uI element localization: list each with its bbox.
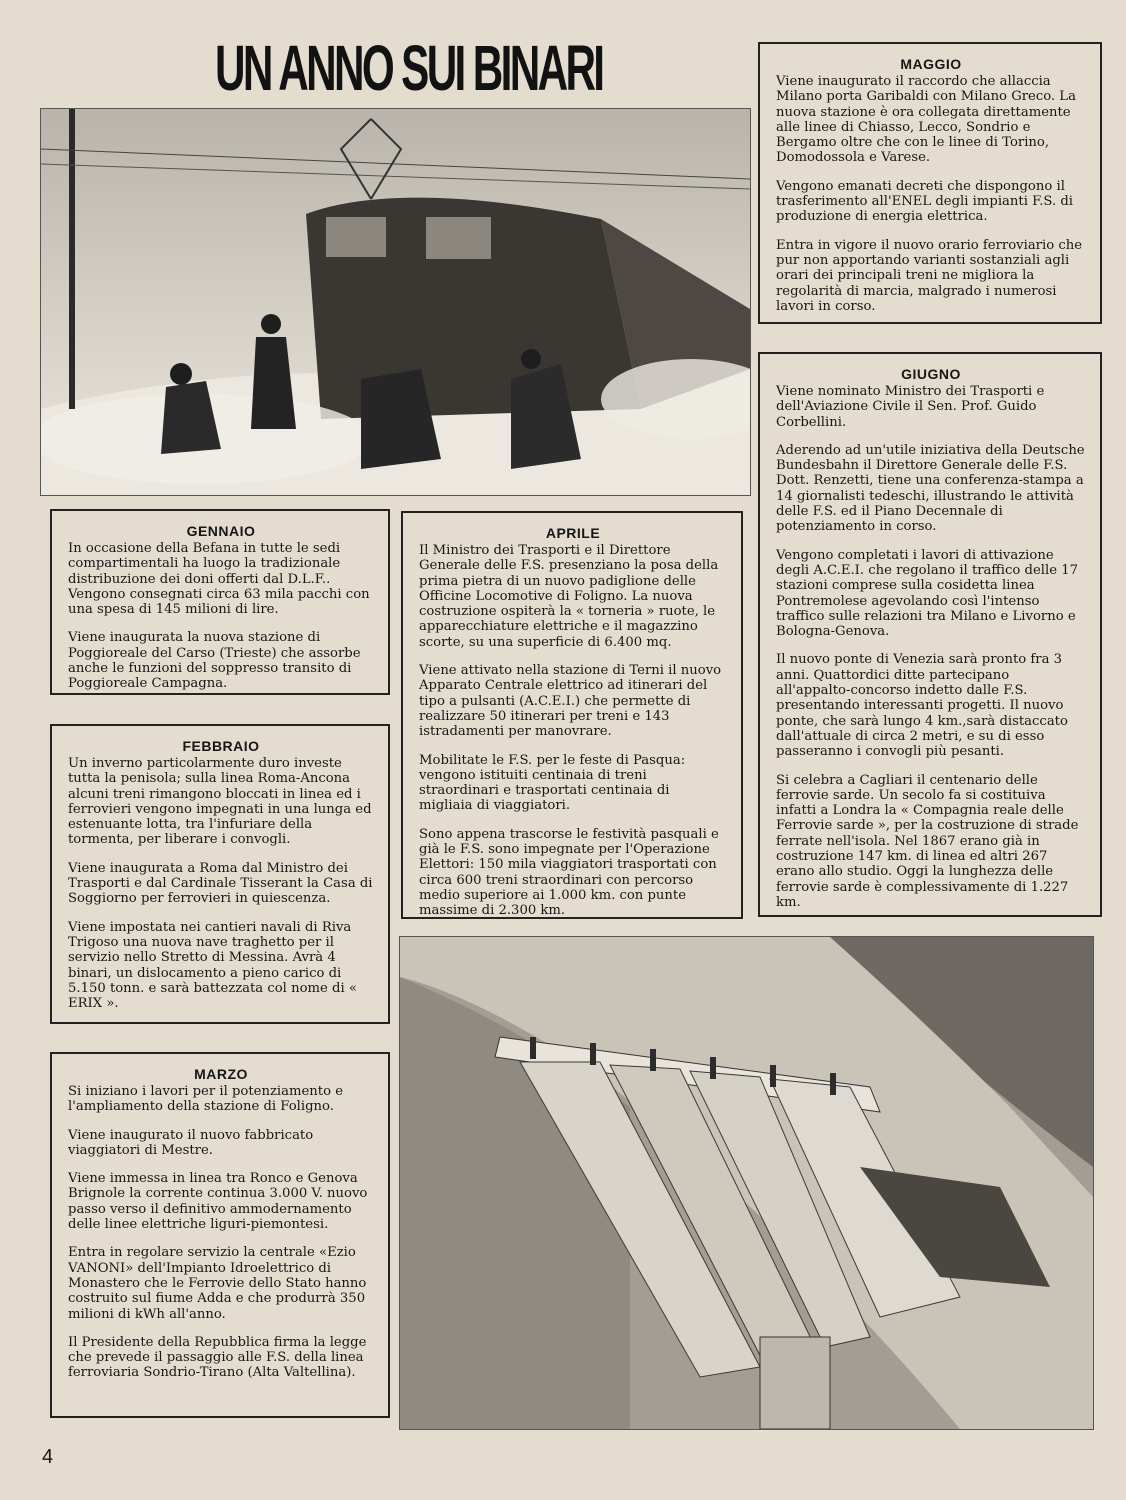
giugno-paragraph: Aderendo ad un'utile iniziativa della Deutsche Bundesbahn il Direttore Generale delle F.S. Dott. Renzetti, tiene una conferenza-stampa a 14 giornalisti tedeschi, illustrando le attività delle F.S. ed il Piano Decennale di potenziamento in corso. — [776, 442, 1085, 535]
marzo-paragraph: Viene immessa in linea tra Ronco e Genova Brignole la corrente continua 3.000 V. nuovo passo verso il definitivo ammodernamento delle linee elettriche liguri-piemontesi. — [68, 1171, 368, 1233]
month-box-aprile — [401, 511, 743, 919]
giugno-paragraph: Si celebra a Cagliari il centenario delle ferrovie sarde. Un secolo fa si costituiva infatti a Londra la « Compagnia reale delle Ferrovie sarde », per la costruzione di strade ferrate nell'isola. Nel 1867 erano già in costruzione 147 km. di linea ed altri 267 erano allo studio. Oggi la lunghezza delle ferrovie sarde è complessivamente di 1.227 km. — [776, 772, 1079, 910]
month-title-giugno: GIUGNO — [901, 366, 961, 382]
page-number: 4 — [42, 1446, 54, 1468]
aprile-paragraph: Viene attivato nella stazione di Terni il nuovo Apparato Centrale elettrico ad itinerari del tipo a pulsanti (A.C.E.I.) che permette di realizzare 50 itinerari per treni e 143 istradamenti per manovrare. — [419, 663, 722, 740]
month-title-gennaio: GENNAIO — [186, 523, 256, 539]
maggio-paragraph: Viene inaugurato il raccordo che allaccia Milano porta Garibaldi con Milano Greco. La nuova stazione è ora collegata direttamente alle linee di Chiasso, Lecco, Sondrio e Bergamo oltre che con le linee di Torino, Domodossola e Varese. — [776, 74, 1076, 166]
marzo-paragraph: Viene inaugurato il nuovo fabbricato viaggiatori di Mestre. — [68, 1127, 314, 1158]
month-box-giugno — [758, 352, 1102, 917]
month-title-aprile: APRILE — [545, 525, 601, 541]
giugno-paragraph: Viene nominato Ministro dei Trasporti e dell'Aviazione Civile il Sen. Prof. Guido Corbellini. — [776, 384, 1045, 430]
febbraio-paragraph: Un inverno particolarmente duro investe tutta la penisola; sulla linea Roma-Ancona alcuni treni rimangono bloccati in linea ed i ferrovieri vengono impegnati in una lunga ed estenuante lotta, tra l'infuriare della tormenta, per liberare i convogli. — [68, 756, 372, 848]
month-title-febbraio: FEBBRAIO — [182, 738, 260, 754]
aprile-paragraph: Mobilitate le F.S. per le feste di Pasqua: vengono istituiti centinaia di treni straordinari e trasportati centinaia di migliaia di viaggiatori. — [419, 752, 686, 814]
locomotive-snow-photo — [40, 108, 751, 496]
month-box-marzo — [50, 1052, 390, 1418]
month-box-maggio — [758, 42, 1102, 324]
gennaio-paragraph: Viene inaugurata la nuova stazione di Poggioreale del Carso (Trieste) che assorbe anche le funzioni del soppresso transito di Poggioreale Campagna. — [68, 630, 361, 692]
marzo-paragraph: Il Presidente della Repubblica firma la legge che prevede il passaggio alle F.S. della linea ferroviaria Sondrio-Tirano (Alta Valtellina). — [68, 1334, 367, 1381]
month-title-maggio: MAGGIO — [900, 56, 962, 72]
giugno-paragraph: Vengono completati i lavori di attivazione degli A.C.E.I. che regolano il traffico delle 17 stazioni comprese sulla cosidetta linea Pontremolese agevolando così l'intenso traffico sulle relazioni tra Milano e Livorno e Bologna-Genova. — [776, 547, 1078, 640]
marzo-paragraph: Entra in regolare servizio la centrale «Ezio VANONI» dell'Impianto Idroelettrico di Monastero che le Ferrovie dello Stato hanno costruito sul fiume Adda e che produrrà 350 milioni di kWh all'anno. — [68, 1245, 367, 1322]
month-title-marzo: MARZO — [194, 1066, 248, 1082]
giugno-paragraph: Il nuovo ponte di Venezia sarà pronto fra 3 anni. Quattordici ditte partecipano all'appalto-concorso indetto dalle F.S. presentando interessanti progetti. Il nuovo ponte, che sarà lungo 4 km.,sarà distaccato dall'attuale di circa 2 metri, e su di esso passeranno i convogli più pesanti. — [776, 652, 1068, 760]
febbraio-paragraph: Viene impostata nei cantieri navali di Riva Trigoso una nuova nave traghetto per il servizio nello Stretto di Messina. Avrà 4 binari, un dislocamento a pieno carico di 5.150 tonn. e sarà battezzata col nome di « ERIX ». — [68, 919, 357, 1012]
aprile-paragraph: Il Ministro dei Trasporti e il Direttore Generale delle F.S. presenziano la posa della prima pietra di un nuovo padiglione delle Officine Locomotive di Foligno. La nuova costruzione ospiterà la « torneria » ruote, le apparecchiature elettriche e il magazzino scorte, su una superficie di 6.400 mq. — [419, 543, 719, 650]
maggio-paragraph: Vengono emanati decreti che dispongono il trasferimento all'ENEL degli impianti F.S. di produzione di energia elettrica. — [776, 178, 1073, 225]
page-headline: UN ANNO SUI BINARI — [215, 32, 603, 104]
gennaio-paragraph: In occasione della Befana in tutte le sedi compartimentali ha luogo la tradizionale distribuzione dei doni offerti dal D.L.F.. Vengono consegnati circa 63 mila pacchi con una spesa di 145 milioni di lire. — [68, 541, 370, 618]
month-box-febbraio — [50, 724, 390, 1024]
aprile-paragraph: Sono appena trascorse le festività pasquali e già le F.S. sono impegnate per l'Operazione Elettori: 150 mila viaggiatori trasportati con circa 600 treni straordinari con percorso medio superiore ai 1.000 km. con punte massime di 2.300 km. — [419, 826, 719, 919]
hydroelectric-dam-photo — [399, 936, 1094, 1430]
marzo-paragraph: Si iniziano i lavori per il potenziamento e l'ampliamento della stazione di Foligno. — [68, 1084, 344, 1115]
month-box-gennaio — [50, 509, 390, 695]
maggio-paragraph: Entra in vigore il nuovo orario ferroviario che pur non apportando varianti sostanziali agli orari dei principali treni ne migliora la regolarità di marcia, malgrado i numerosi lavori in corso. — [776, 237, 1083, 314]
febbraio-paragraph: Viene inaugurata a Roma dal Ministro dei Trasporti e dal Cardinale Tisserant la Casa di Soggiorno per ferrovieri in quiescenza. — [68, 860, 373, 907]
